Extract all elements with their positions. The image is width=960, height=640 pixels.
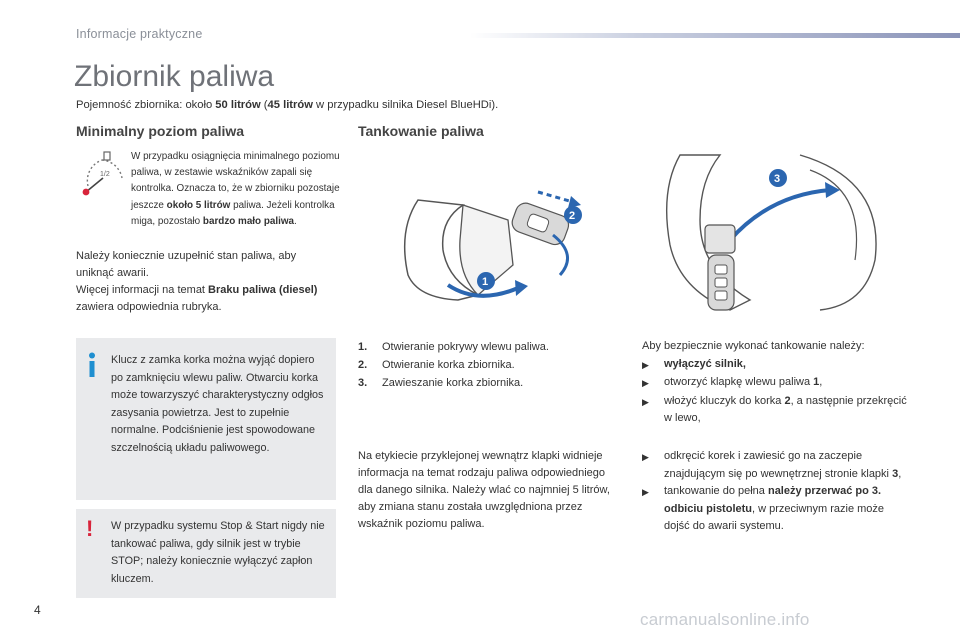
gauge-half-label: 1/2 <box>100 171 110 178</box>
low-fuel-text: W przypadku osiągnięcia minimalnego poziomu paliwa, w zestawie wskaźników zapali się kontrolka. Oznacza to, że w zbiorniku pozostaje jeszcze około 5 litrów paliwa. Jeżeli kontrolka miga, pozostało bardzo mało paliwa. <box>131 151 340 227</box>
intro-text: Pojemność zbiornika: około 50 litrów (45 litrów w przypadku silnika Diesel BlueHDi). <box>76 99 499 111</box>
warning-box-text: W przypadku systemu Stop & Start nigdy nie tankować paliwa, gdy silnik jest w trybie STOP; należy koniecznie wyłączyć zapłon kluczem. <box>111 520 325 585</box>
capacity-value: 50 litrów <box>215 99 261 111</box>
safety-list-continued <box>642 448 907 536</box>
bullet-icon: ▶ <box>642 396 649 407</box>
callout-1: 1 <box>482 276 489 288</box>
page-number: 4 <box>34 603 41 617</box>
page-title: Zbiornik paliwa <box>74 60 275 93</box>
refuel-advice: Należy koniecznie uzupełnić stan paliwa, aby uniknąć awarii. Więcej informacji na temat Braku paliwa (diesel) zawiera odpowiednia rubryka. <box>76 250 318 313</box>
info-box <box>76 338 336 500</box>
callout-3: 3 <box>774 173 781 185</box>
refuel-steps-list <box>358 338 618 392</box>
list-item: 2. Otwieranie korka zbiornika. <box>358 359 515 371</box>
safety-list <box>642 338 907 428</box>
bullet-icon: ▶ <box>642 452 649 462</box>
section-title: Informacje praktyczne <box>76 27 203 41</box>
bullet-icon: ▶ <box>642 359 649 370</box>
list-item: ▶ tankowanie do pełna należy przerwać po 3. odbiciu pistoletu, w przeciwnym razie może dojść do awarii systemu. <box>642 483 907 536</box>
list-item: 3. Zawieszanie korka zbiornika. <box>358 377 524 389</box>
watermark: carmanualsonline.info <box>640 610 810 629</box>
list-item: 1. Otwieranie pokrywy wlewu paliwa. <box>358 341 549 353</box>
min-level-heading: Minimalny poziom paliwa <box>76 123 245 139</box>
capacity-diesel-value: 45 litrów <box>267 99 313 111</box>
callout-2: 2 <box>569 210 576 222</box>
refuel-heading: Tankowanie paliwa <box>358 123 484 139</box>
list-item: ▶ odkręcić korek i zawiesić go na zaczepie znajdującym się po wewnętrznej stronie klapki 3, <box>642 448 907 483</box>
list-item: ▶ otworzyć klapkę wlewu paliwa 1, <box>642 374 907 393</box>
header-rule <box>470 33 960 38</box>
list-item: ▶ wyłączyć silnik, <box>642 356 907 375</box>
bullet-icon: ▶ <box>642 487 649 497</box>
safety-intro: Aby bezpiecznie wykonać tankowanie należy: <box>642 340 865 352</box>
header-band <box>0 0 960 44</box>
warning-icon: ! <box>86 516 94 541</box>
info-box-text: Klucz z zamka korka można wyjąć dopiero po zamknięciu wlewu paliw. Otwarciu korka może towarzyszyć charakterystyczny odgłos zasysania powietrza. Jest to zupełnie normalne. Podciśnienie jest spowodowane szczelnością układu paliwowego. <box>111 354 324 454</box>
bullet-icon: ▶ <box>642 378 649 388</box>
info-icon <box>86 352 98 378</box>
list-item: ▶ włożyć kluczyk do korka 2, a następnie przekręcić w lewo, <box>642 393 907 428</box>
fuel-label-text: Na etykiecie przyklejonej wewnątrz klapki widnieje informacja na temat rodzaju paliwa odpowiedniego dla danego silnika. Należy wlać co najmniej 5 litrów, aby zmiana stanu została uwzględniona przez wskaźnik poziomu paliwa. <box>358 450 610 530</box>
fuel-gauge-icon <box>78 148 128 198</box>
fuel-cap-illustration <box>660 150 890 316</box>
fuel-flap-illustration <box>388 180 598 308</box>
warning-box <box>76 509 336 598</box>
